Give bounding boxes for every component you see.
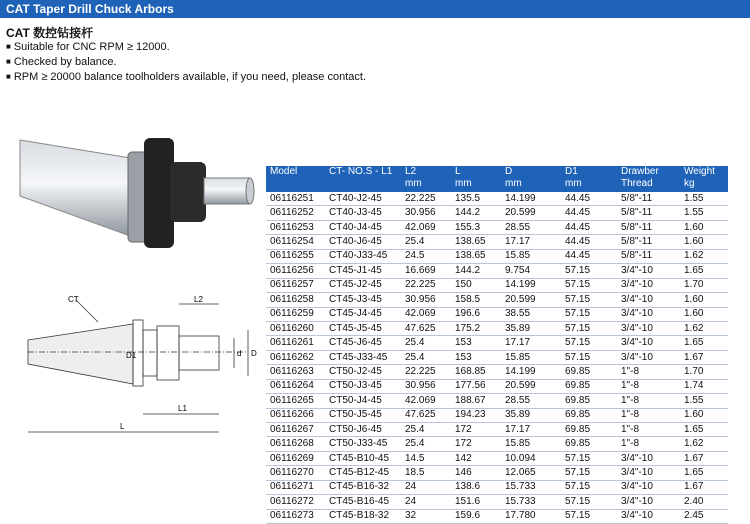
table-cell: 146 (451, 466, 501, 480)
col-header: CT- NO.S - L1 (325, 166, 401, 192)
table-row (266, 394, 728, 408)
table-cell: 42.069 (401, 220, 451, 234)
table-row (266, 495, 728, 509)
spec-table (266, 166, 728, 524)
table-cell: 196.6 (451, 307, 501, 321)
table-cell: 155.3 (451, 220, 501, 234)
table-cell: 06116273 (266, 509, 325, 523)
label-ct: CT (68, 295, 79, 304)
table-cell: 06116262 (266, 350, 325, 364)
table-cell: 188.67 (451, 394, 501, 408)
table-cell: 1.55 (680, 192, 728, 206)
table-cell: 5/8"-11 (617, 249, 680, 263)
table-cell: 69.85 (561, 379, 617, 393)
table-cell: 69.85 (561, 408, 617, 422)
table-cell: 06116257 (266, 278, 325, 292)
table-cell: 158.5 (451, 293, 501, 307)
table-cell: 06116253 (266, 220, 325, 234)
table-cell: 15.733 (501, 480, 561, 494)
col-header: D1 mm (561, 166, 617, 192)
feature-list (6, 40, 366, 85)
table-cell: 12.065 (501, 466, 561, 480)
table-cell: 69.85 (561, 394, 617, 408)
label-l2: L2 (194, 295, 203, 304)
table-cell: 69.85 (561, 437, 617, 451)
table-cell: 3/4"-10 (617, 321, 680, 335)
table-cell: 06116264 (266, 379, 325, 393)
col-header: L mm (451, 166, 501, 192)
table-cell: 153 (451, 336, 501, 350)
table-cell: 5/8"-11 (617, 192, 680, 206)
table-cell: 22.225 (401, 365, 451, 379)
table-cell: 06116271 (266, 480, 325, 494)
table-cell: 06116268 (266, 437, 325, 451)
table-cell: 06116261 (266, 336, 325, 350)
table-cell: 15.733 (501, 495, 561, 509)
table-cell: 1.65 (680, 264, 728, 278)
table-cell: CT40-J6-45 (325, 235, 401, 249)
label-D: D (251, 349, 257, 358)
table-cell: CT45-B10-45 (325, 451, 401, 465)
table-cell: 42.069 (401, 394, 451, 408)
table-cell: 175.2 (451, 321, 501, 335)
table-cell: 47.625 (401, 321, 451, 335)
table-cell: 57.15 (561, 466, 617, 480)
table-cell: 06116266 (266, 408, 325, 422)
table-cell: 153 (451, 350, 501, 364)
table-cell: 138.65 (451, 235, 501, 249)
table-cell: CT50-J6-45 (325, 423, 401, 437)
table-cell: CT40-J2-45 (325, 192, 401, 206)
table-cell: 06116270 (266, 466, 325, 480)
table-cell: 2.45 (680, 509, 728, 523)
feature-item: ■ Suitable for CNC RPM ≥ 12000. (6, 40, 366, 55)
table-cell: CT50-J3-45 (325, 379, 401, 393)
table-cell: 1.55 (680, 394, 728, 408)
table-cell: 28.55 (501, 394, 561, 408)
table-cell: 25.4 (401, 350, 451, 364)
table-cell: CT45-B12-45 (325, 466, 401, 480)
table-cell: 1.65 (680, 466, 728, 480)
table-cell: 18.5 (401, 466, 451, 480)
table-cell: 1.62 (680, 437, 728, 451)
table-cell: 32 (401, 509, 451, 523)
table-cell: 57.15 (561, 350, 617, 364)
table-cell: 38.55 (501, 307, 561, 321)
table-cell: 17.17 (501, 235, 561, 249)
table-cell: 1.60 (680, 408, 728, 422)
table-cell: 17.17 (501, 423, 561, 437)
label-d: d (237, 349, 242, 358)
table-cell: 44.45 (561, 220, 617, 234)
table-cell: 3/4"-10 (617, 350, 680, 364)
table-cell: 14.5 (401, 451, 451, 465)
table-cell: 1"-8 (617, 423, 680, 437)
table-cell: 159.6 (451, 509, 501, 523)
table-row (266, 480, 728, 494)
table-cell: 30.956 (401, 293, 451, 307)
table-cell: 20.599 (501, 206, 561, 220)
table-cell: CT50-J4-45 (325, 394, 401, 408)
table-cell: 69.85 (561, 423, 617, 437)
table-cell: 172 (451, 437, 501, 451)
table-cell: 57.15 (561, 293, 617, 307)
title-bar (0, 0, 750, 18)
table-row (266, 192, 728, 206)
table-cell: 15.85 (501, 350, 561, 364)
table-cell: 1.55 (680, 206, 728, 220)
table-row (266, 408, 728, 422)
table-cell: 06116251 (266, 192, 325, 206)
table-cell: 30.956 (401, 379, 451, 393)
table-cell: 1.60 (680, 220, 728, 234)
table-cell: 57.15 (561, 264, 617, 278)
table-cell: 5/8"-11 (617, 220, 680, 234)
col-header: D mm (501, 166, 561, 192)
table-cell: 06116265 (266, 394, 325, 408)
table-cell: 57.15 (561, 336, 617, 350)
table-cell: 3/4"-10 (617, 466, 680, 480)
table-cell: 14.199 (501, 192, 561, 206)
table-cell: 22.225 (401, 192, 451, 206)
table-cell: CT40-J33-45 (325, 249, 401, 263)
table-row (266, 509, 728, 523)
table-cell: 1"-8 (617, 437, 680, 451)
table-cell: 3/4"-10 (617, 264, 680, 278)
table-cell: 24.5 (401, 249, 451, 263)
col-header: L2 mm (401, 166, 451, 192)
product-photo (10, 118, 260, 258)
table-cell: 138.65 (451, 249, 501, 263)
table-cell: 28.55 (501, 220, 561, 234)
table-cell: 14.199 (501, 278, 561, 292)
table-cell: 1"-8 (617, 408, 680, 422)
table-cell: 14.199 (501, 365, 561, 379)
col-header: Model (266, 166, 325, 192)
table-row (266, 293, 728, 307)
table-cell: 06116256 (266, 264, 325, 278)
table-cell: 57.15 (561, 495, 617, 509)
table-cell: 1.70 (680, 278, 728, 292)
page-title: CAT Taper Drill Chuck Arbors (6, 2, 174, 16)
table-cell: 47.625 (401, 408, 451, 422)
table-cell: 06116258 (266, 293, 325, 307)
table-cell: 06116252 (266, 206, 325, 220)
table-cell: 2.40 (680, 495, 728, 509)
table-row (266, 249, 728, 263)
table-row (266, 365, 728, 379)
table-cell: 25.4 (401, 437, 451, 451)
table-row (266, 206, 728, 220)
table-cell: 25.4 (401, 423, 451, 437)
table-row (266, 451, 728, 465)
table-cell: 06116263 (266, 365, 325, 379)
table-cell: 5/8"-11 (617, 235, 680, 249)
table-cell: 35.89 (501, 321, 561, 335)
table-cell: 57.15 (561, 451, 617, 465)
table-cell: 25.4 (401, 336, 451, 350)
table-cell: 10.094 (501, 451, 561, 465)
label-d1: D1 (126, 351, 137, 360)
table-cell: 1.60 (680, 235, 728, 249)
table-cell: 35.89 (501, 408, 561, 422)
table-cell: 06116269 (266, 451, 325, 465)
table-row (266, 264, 728, 278)
table-cell: 42.069 (401, 307, 451, 321)
table-cell: 06116254 (266, 235, 325, 249)
table-cell: 1.60 (680, 307, 728, 321)
feature-item: ■ Checked by balance. (6, 55, 366, 70)
table-cell: CT45-B18-32 (325, 509, 401, 523)
table-cell: CT45-J5-45 (325, 321, 401, 335)
table-cell: 142 (451, 451, 501, 465)
table-cell: CT50-J33-45 (325, 437, 401, 451)
table-cell: 06116259 (266, 307, 325, 321)
table-cell: 144.2 (451, 206, 501, 220)
table-cell: 06116272 (266, 495, 325, 509)
table-cell: 1.70 (680, 365, 728, 379)
table-cell: 06116260 (266, 321, 325, 335)
table-cell: 150 (451, 278, 501, 292)
table-cell: CT45-J2-45 (325, 278, 401, 292)
table-cell: 3/4"-10 (617, 336, 680, 350)
table-cell: 20.599 (501, 379, 561, 393)
table-row (266, 336, 728, 350)
table-cell: 57.15 (561, 480, 617, 494)
table-cell: 172 (451, 423, 501, 437)
table-cell: 57.15 (561, 278, 617, 292)
table-cell: 1"-8 (617, 365, 680, 379)
table-cell: 1.62 (680, 249, 728, 263)
table-row (266, 466, 728, 480)
table-cell: 24 (401, 480, 451, 494)
table-row (266, 321, 728, 335)
table-cell: 5/8"-11 (617, 206, 680, 220)
table-cell: CT50-J2-45 (325, 365, 401, 379)
table-cell: 3/4"-10 (617, 451, 680, 465)
table-cell: 16.669 (401, 264, 451, 278)
table-cell: 15.85 (501, 437, 561, 451)
label-l1: L1 (178, 404, 187, 413)
table-cell: CT50-J5-45 (325, 408, 401, 422)
table-cell: 44.45 (561, 235, 617, 249)
table-cell: 9.754 (501, 264, 561, 278)
table-cell: CT45-J3-45 (325, 293, 401, 307)
table-cell: 168.85 (451, 365, 501, 379)
table-cell: 1.65 (680, 423, 728, 437)
table-cell: 194.23 (451, 408, 501, 422)
table-cell: 1"-8 (617, 394, 680, 408)
table-cell: 3/4"-10 (617, 278, 680, 292)
table-cell: CT45-J4-45 (325, 307, 401, 321)
table-cell: 151.6 (451, 495, 501, 509)
table-cell: 44.45 (561, 192, 617, 206)
table-cell: 17.17 (501, 336, 561, 350)
table-cell: 44.45 (561, 249, 617, 263)
table-cell: 57.15 (561, 509, 617, 523)
table-row (266, 235, 728, 249)
table-row (266, 423, 728, 437)
table-cell: 3/4"-10 (617, 480, 680, 494)
table-cell: 57.15 (561, 307, 617, 321)
table-cell: CT40-J4-45 (325, 220, 401, 234)
table-header-row (266, 166, 728, 192)
table-cell: 06116267 (266, 423, 325, 437)
table-cell: 144.2 (451, 264, 501, 278)
table-cell: 3/4"-10 (617, 509, 680, 523)
table-row (266, 350, 728, 364)
table-cell: CT45-J33-45 (325, 350, 401, 364)
table-row (266, 220, 728, 234)
table-cell: 3/4"-10 (617, 495, 680, 509)
col-header: Drawber Thread (617, 166, 680, 192)
table-cell: CT45-B16-45 (325, 495, 401, 509)
table-cell: 138.6 (451, 480, 501, 494)
technical-drawing (8, 292, 266, 442)
table-cell: 135.5 (451, 192, 501, 206)
table-cell: 44.45 (561, 206, 617, 220)
table-cell: 1.67 (680, 451, 728, 465)
label-l: L (120, 422, 125, 431)
table-cell: 1"-8 (617, 379, 680, 393)
feature-item: ■ RPM ≥ 20000 balance toolholders available, if you need, please contact. (6, 70, 366, 85)
table-cell: 1.60 (680, 293, 728, 307)
table-cell: 25.4 (401, 235, 451, 249)
table-cell: 15.85 (501, 249, 561, 263)
table-cell: 24 (401, 495, 451, 509)
table-cell: 3/4"-10 (617, 293, 680, 307)
table-cell: 1.67 (680, 350, 728, 364)
table-cell: CT40-J3-45 (325, 206, 401, 220)
table-cell: 1.67 (680, 480, 728, 494)
table-cell: 3/4"-10 (617, 307, 680, 321)
table-cell: 30.956 (401, 206, 451, 220)
table-cell: 17.780 (501, 509, 561, 523)
table-cell: 177.56 (451, 379, 501, 393)
table-cell: 22.225 (401, 278, 451, 292)
table-row (266, 437, 728, 451)
table-row (266, 278, 728, 292)
table-cell: CT45-J1-45 (325, 264, 401, 278)
table-cell: 69.85 (561, 365, 617, 379)
table-cell: 06116255 (266, 249, 325, 263)
table-row (266, 307, 728, 321)
table-cell: CT45-B16-32 (325, 480, 401, 494)
subtitle: CAT 数控钻接杆 (6, 26, 94, 40)
table-cell: CT45-J6-45 (325, 336, 401, 350)
table-cell: 1.62 (680, 321, 728, 335)
table-cell: 20.599 (501, 293, 561, 307)
table-cell: 1.74 (680, 379, 728, 393)
table-cell: 1.65 (680, 336, 728, 350)
col-header: Weight kg (680, 166, 728, 192)
table-row (266, 379, 728, 393)
table-cell: 57.15 (561, 321, 617, 335)
